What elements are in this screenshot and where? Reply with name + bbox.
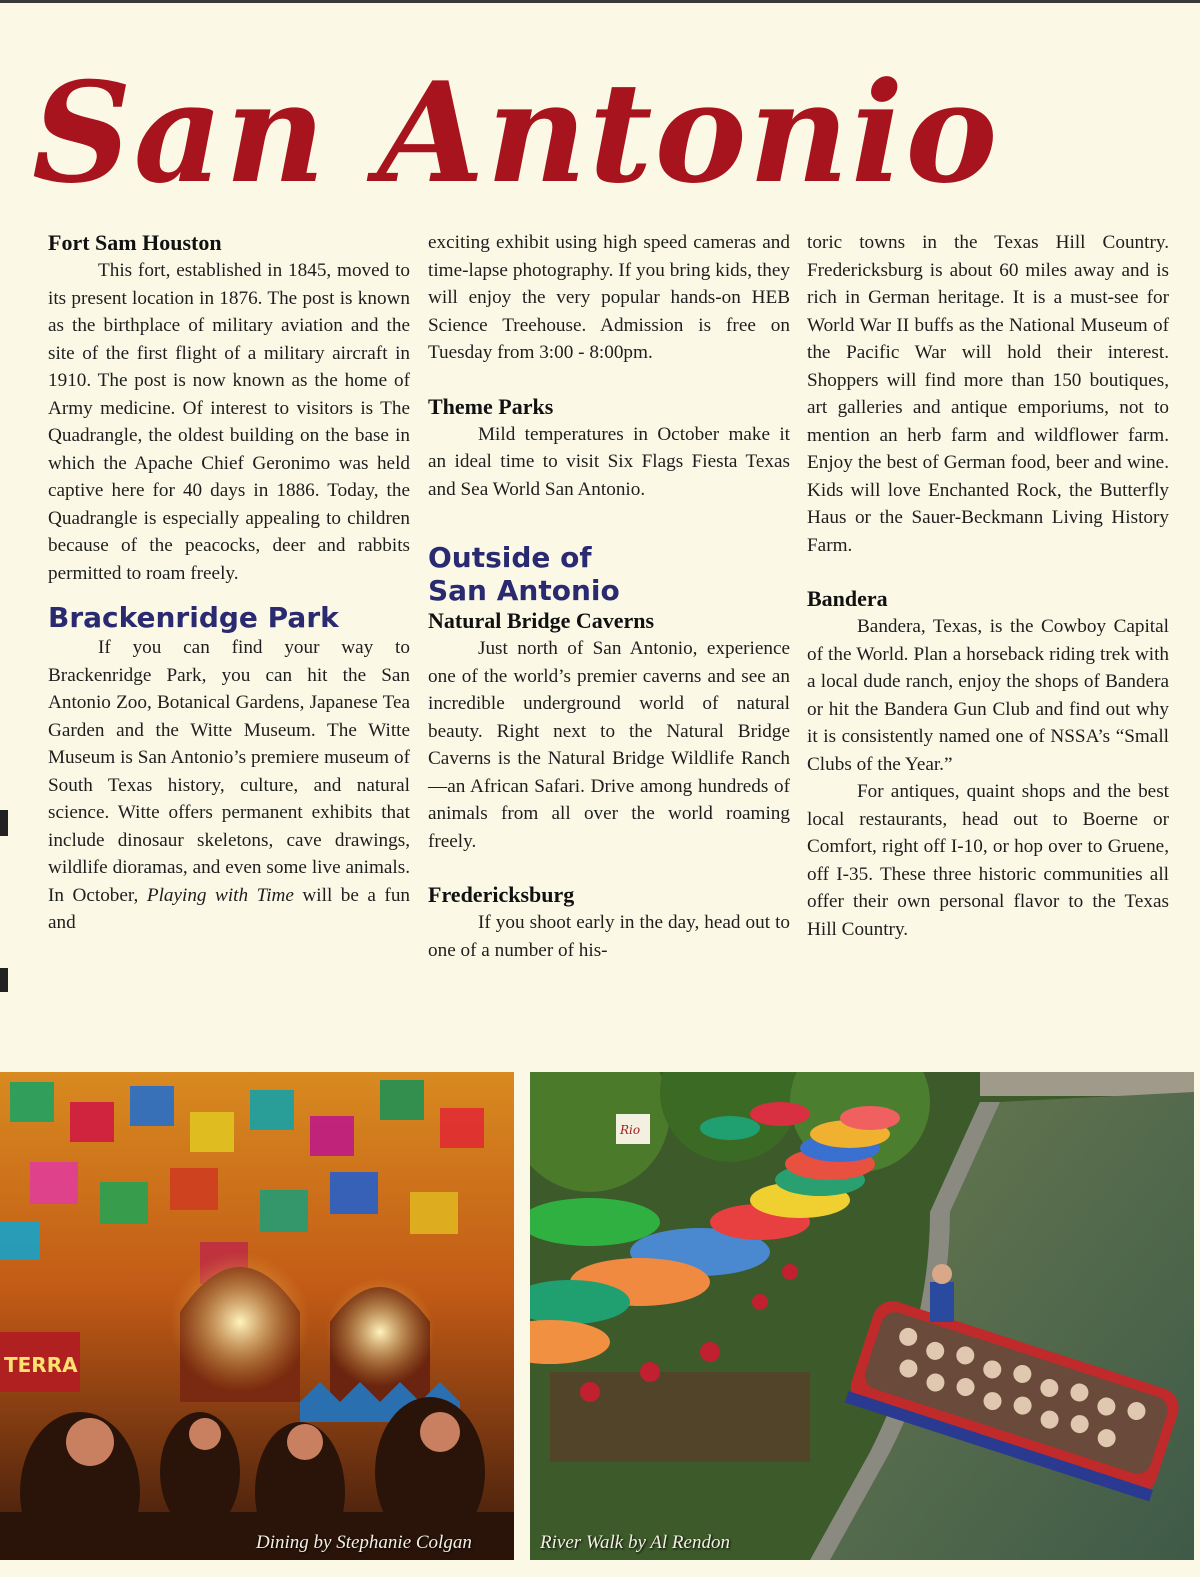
dining-photo-caption: Dining by Stephanie Colgan <box>256 1532 472 1553</box>
witte-continued-text: exciting exhibit using high speed cameras and time-lapse photography. If you bring kids, they will enjoy the very popular hands-on HEB Science Treehouse. Admission is free on Tuesday from 3:00 - 8:00pm. <box>428 232 790 363</box>
riverwalk-photo-image <box>530 1072 1194 1560</box>
riverwalk-sign: Rio <box>620 1123 641 1137</box>
heading-outside-san-antonio <box>428 541 790 607</box>
binding-mark <box>0 810 8 836</box>
heading-natural-bridge-caverns: Natural Bridge Caverns <box>428 608 655 633</box>
top-rule <box>0 0 1200 3</box>
bandera-text: Bandera, Texas, is the Cowboy Capital of the World. Plan a horseback riding trek with a local dude ranch, enjoy the shops of Bandera or hit the Bandera Gun Club and find out why it is consistently named one of NSSA’s “Small Clubs of the Year.” <box>807 616 1169 775</box>
heading-theme-parks: Theme Parks <box>428 393 554 419</box>
binding-mark <box>0 968 8 992</box>
fredericksburg-continued-text: toric towns in the Texas Hill Country. Fredericksburg is about 60 miles away and is rich in German heritage. It is a must-see for World War II buffs as the National Museum of the Pacific War will hold their interest. Shoppers will find more than 150 boutiques, art galleries and antique emporiums, not to mention an herb farm and wildflower farm. Enjoy the best of German food, beer and wine. Kids will love Enchanted Rock, the Butterfly Haus or the Sauer-Beckmann Living History Farm. <box>807 232 1169 556</box>
riverwalk-photo-caption: River Walk by Al Rendon <box>540 1532 730 1553</box>
dining-sign: TERRA <box>4 1353 78 1377</box>
heading-brackenridge-park: Brackenridge Park <box>48 601 339 634</box>
heading-outside-line1: Outside of <box>428 541 592 574</box>
dining-photo-image <box>0 1072 514 1560</box>
brackenridge-body: If you can find your way to Brackenridge Park, you can hit the San Antonio Zoo, Botanical Gardens, Japanese Tea Garden and the Witte Museum. The Witte Museum is San Antonio’s premiere museum of South Texas history, culture, and natural science. Witte offers permanent exhibits that include dinosaur skeletons, cave drawings, wildlife dioramas, and even some live animals. In October, <box>48 637 410 906</box>
riverwalk-photo <box>530 1072 1194 1560</box>
heading-bandera: Bandera <box>807 586 888 611</box>
fredericksburg-text: If you shoot early in the day, head out to one of a number of his- <box>428 912 790 961</box>
day-trips-text: For antiques, quaint shops and the best local restaurants, head out to Boerne or Comfort, right off I-10, or hop over to Gruene, off I-35. These three historic communities all offer their own personal flavor to the Texas Hill Country. <box>807 781 1169 940</box>
natural-bridge-caverns-text: Just north of San Antonio, experience one of the world’s premier caverns and see an incredible underground world of natural beauty. Right next to the Natural Bridge Caverns is the Natural Bridge Wildlife Ranch—an African Safari. Drive among hundreds of animals from all over the world roaming freely. <box>428 638 790 852</box>
heading-fort-sam-houston: Fort Sam Houston <box>48 230 222 255</box>
brackenridge-park-text <box>48 634 410 937</box>
masthead-title: San Antonio <box>32 51 1000 214</box>
column-3 <box>807 229 1169 943</box>
brackenridge-tail: will be a fun and <box>48 884 411 933</box>
theme-parks-text: Mild temperatures in October make it an ideal time to visit Six Flags Fiesta Texas and Sea World San Antonio. <box>428 423 790 500</box>
fort-sam-houston-text: This fort, established in 1845, moved to its present location in 1876. The post is known as the birthplace of military aviation and the site of the first flight of a military aircraft in 1910. The post is now known as the home of Army medicine. Of interest to visitors is The Quadrangle, the oldest building on the base in which the Apache Chief Geronimo was held captive here for 40 days in 1886. Today, the Quadrangle is especially appealing to children because of the peacocks, deer and rabbits permitted to roam freely. <box>48 260 410 584</box>
column-2 <box>428 229 790 964</box>
exhibit-title: Playing with Time <box>146 884 294 906</box>
dining-photo <box>0 1072 514 1560</box>
heading-fredericksburg: Fredericksburg <box>428 882 575 907</box>
heading-outside-line2: San Antonio <box>428 574 620 607</box>
column-1 <box>48 229 410 937</box>
